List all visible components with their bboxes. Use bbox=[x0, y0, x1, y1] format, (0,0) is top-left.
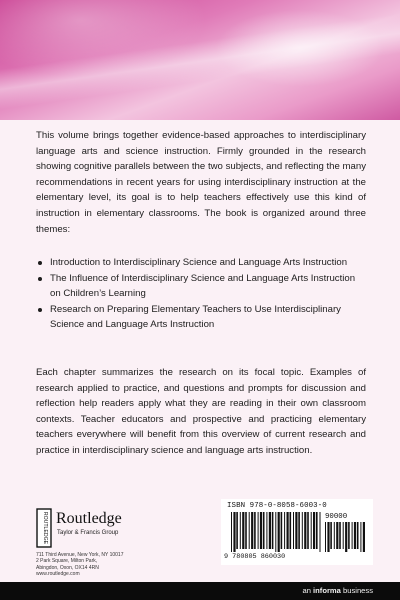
price-code: 90000 bbox=[325, 513, 348, 521]
banner-light-streak bbox=[0, 8, 400, 112]
address-line: 711 Third Avenue, New York, NY 10017 bbox=[36, 552, 124, 558]
informa-business-text bbox=[302, 586, 373, 595]
intro-paragraph: This volume brings together evidence-based approaches to interdisciplinary language arts and science instruction. Firmly grounded in the research showing cognitive parallels between the two subjects, and reflecting the many recommendations in recent years for using interdisciplinary instruction at the elementary level, its goal is to help teachers effectively use this kind of instruction in elementary classrooms. The book is organized around three themes: bbox=[36, 130, 366, 235]
isbn-text: ISBN 978-0-8058-6003-0 bbox=[227, 502, 327, 510]
theme-item bbox=[36, 302, 366, 333]
address-line: Abingdon, Oxon, OX14 4RN bbox=[36, 564, 99, 571]
publisher-group: Taylor & Francis Group bbox=[57, 530, 119, 536]
theme-item bbox=[36, 255, 366, 271]
theme-text: Introduction to Interdisciplinary Science and Language Arts Instruction bbox=[50, 257, 348, 268]
publisher-name: Routledge bbox=[56, 510, 122, 527]
footer-suffix: business bbox=[340, 586, 373, 595]
price-barcode bbox=[325, 522, 365, 552]
bullet-icon bbox=[38, 308, 42, 312]
pink-banner-image bbox=[0, 0, 400, 120]
publisher-block bbox=[36, 508, 206, 578]
address-line: 2 Park Square, Milton Park, bbox=[36, 558, 98, 565]
theme-text: The Influence of Interdisciplinary Science and Language Arts Instruction on Children’s Learning bbox=[50, 272, 356, 300]
routledge-logo-icon bbox=[36, 508, 52, 548]
theme-item bbox=[36, 271, 366, 302]
theme-text: Research on Preparing Elementary Teachers to Use Interdisciplinary Science and Language Arts Instruction bbox=[50, 303, 341, 331]
footer-bar bbox=[0, 582, 400, 600]
footer-prefix: an bbox=[302, 586, 314, 595]
ean-digits: 9 780805 860030 bbox=[224, 553, 286, 561]
barcode-panel bbox=[221, 499, 373, 565]
publisher-address bbox=[36, 552, 123, 577]
ean-barcode bbox=[231, 512, 323, 552]
closing-paragraph: Each chapter summarizes the research on its focal topic. Examples of research applied to practice, and questions and prompts for discussion and reflection help readers apply what they are reading in their own classroom contexts. Teacher educators and prospective and practicing elementary teachers everywhere will benefit from this overview of current research and practice in interdisciplinary science and language arts instruction. bbox=[36, 367, 366, 456]
bullet-icon bbox=[38, 277, 42, 281]
logo-text: ROUTLEDGE bbox=[42, 511, 48, 545]
footer-brand: informa bbox=[313, 586, 341, 595]
publisher-website: www.routledge.com bbox=[36, 570, 80, 577]
themes-list bbox=[36, 255, 366, 333]
bullet-icon bbox=[38, 261, 42, 265]
